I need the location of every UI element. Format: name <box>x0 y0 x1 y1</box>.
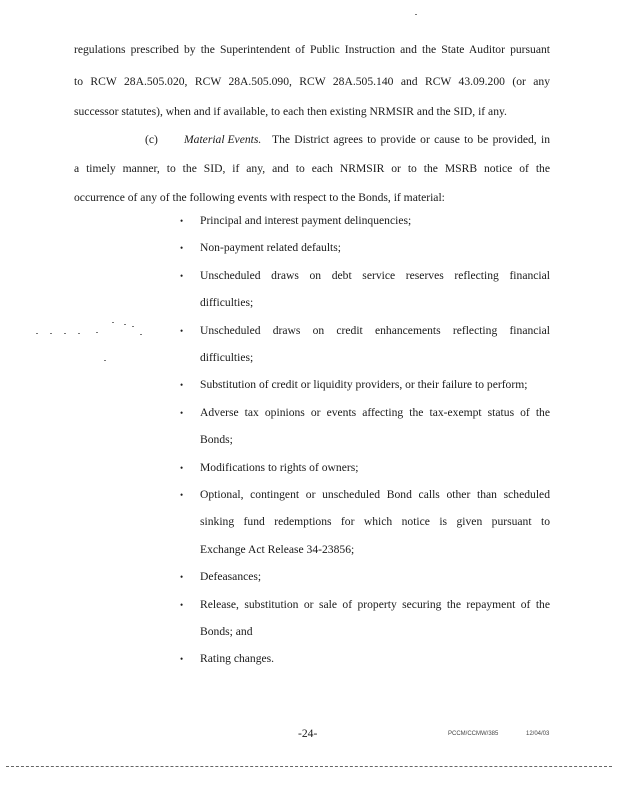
bullet-icon: • <box>180 243 184 254</box>
list-item-text: Bonds; and <box>200 625 253 638</box>
list-item-text: Optional, contingent or unscheduled Bond calls other than scheduled <box>200 488 550 501</box>
scan-speck <box>415 14 417 15</box>
paragraph-c-line-2: a timely manner, to the SID, if any, and to each NRMSIR or to the MSRB notice of the <box>74 162 550 175</box>
scan-speck <box>104 360 106 361</box>
paragraph-b-line-1: regulations prescribed by the Superintendent of Public Instruction and the State Auditor pursuant <box>74 43 550 56</box>
list-item-text: Bonds; <box>200 433 233 447</box>
list-item-text: Defeasances; <box>200 570 262 584</box>
scan-speck <box>78 333 80 334</box>
bullet-icon: • <box>180 380 184 391</box>
list-item-text: Release, substitution or sale of property securing the repayment of the <box>200 597 550 611</box>
footer-document-code: PCCM/CCMW/385 <box>448 731 499 737</box>
scan-speck <box>140 334 142 335</box>
scan-speck <box>36 333 38 334</box>
list-item-text: difficulties; <box>200 351 254 364</box>
bullet-icon: • <box>180 462 184 473</box>
bullet-icon: • <box>180 572 184 583</box>
bullet-icon: • <box>180 325 184 336</box>
paragraph-c-line-3: occurrence of any of the following events with respect to the Bonds, if material: <box>74 191 445 204</box>
scan-speck <box>112 322 114 323</box>
bullet-icon: • <box>180 490 184 500</box>
list-item-text: Substitution of credit or liquidity providers, or their failure to perform; <box>200 378 528 392</box>
bullet-icon: • <box>180 654 184 665</box>
scan-speck <box>124 324 126 325</box>
paragraph-c-label: (c) <box>145 133 158 146</box>
list-item-text: Adverse tax opinions or events affecting the tax-exempt status of the <box>200 405 550 419</box>
list-item-text: Rating changes. <box>200 652 275 666</box>
list-item-text: difficulties; <box>200 296 254 310</box>
bullet-icon: • <box>180 216 184 226</box>
scan-speck <box>50 333 52 334</box>
paragraph-b-line-2: to RCW 28A.505.020, RCW 28A.505.090, RCW 28A.505.140 and RCW 43.09.200 (or any <box>74 75 550 88</box>
bullet-icon: • <box>180 407 184 418</box>
list-item-text: Modifications to rights of owners; <box>200 460 359 474</box>
list-item-text: Non-payment related defaults; <box>200 241 342 255</box>
paragraph-c-heading: Material Events. <box>184 133 262 146</box>
bullet-icon: • <box>180 270 184 281</box>
footer-date: 12/04/03 <box>526 731 550 737</box>
bullet-icon: • <box>180 599 184 610</box>
list-item-text: sinking fund redemptions for which notice is given pursuant to <box>200 515 550 529</box>
scan-speck <box>96 332 98 333</box>
scan-speck <box>132 326 134 327</box>
paragraph-c-line-1: The District agrees to provide or cause to be provided, in <box>272 133 550 146</box>
page-number: -24- <box>298 727 318 740</box>
scan-speck <box>64 333 66 334</box>
paragraph-b-line-3: successor statutes), when and if available, to each then existing NRMSIR and the SID, if any. <box>74 105 507 118</box>
list-item-text: Unscheduled draws on debt service reserves reflecting financial <box>200 268 550 282</box>
list-item-text: Principal and interest payment delinquencies; <box>200 214 412 227</box>
list-item-text: Exchange Act Release 34-23856; <box>200 542 355 556</box>
scan-edge-line <box>6 766 612 767</box>
list-item-text: Unscheduled draws on credit enhancements reflecting financial <box>200 323 550 337</box>
